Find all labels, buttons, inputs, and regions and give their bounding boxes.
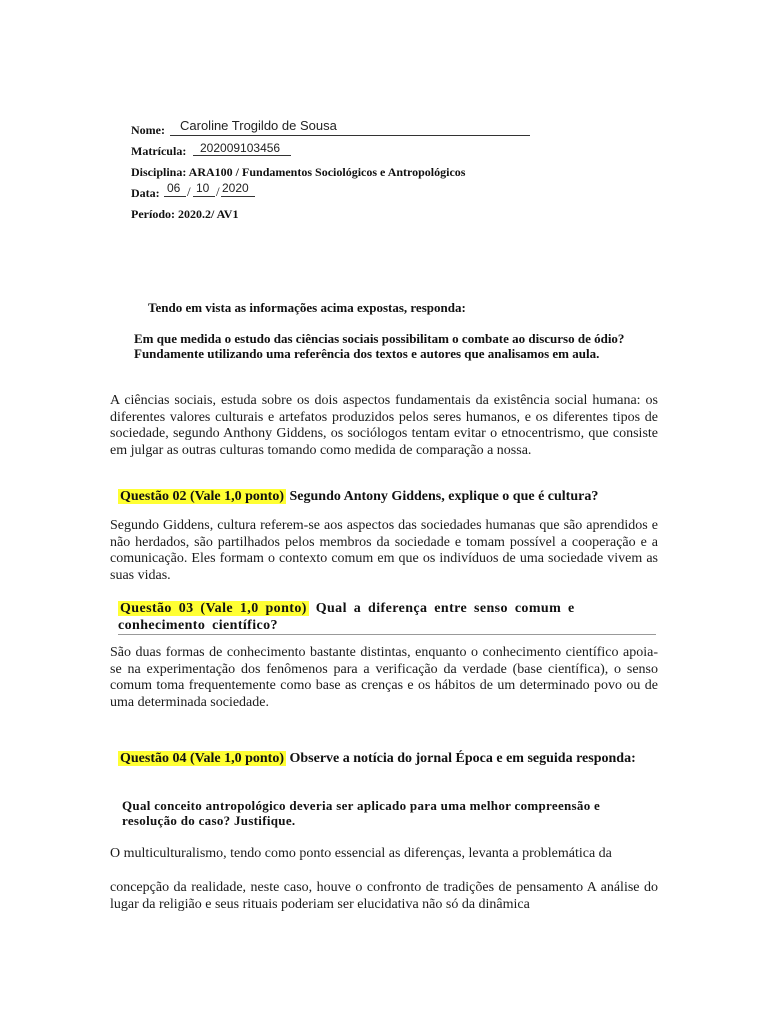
matricula-label: Matrícula: (131, 144, 187, 158)
data-month-underline (193, 196, 215, 197)
q4-answer-rest: concepção da realidade, neste caso, houve o confronto de tradições de pensamento A análise do lugar da religião e seus rituais poderiam ser elucidativa não só da dinâmica (110, 880, 658, 912)
data-slash-2: / (216, 184, 220, 199)
q2-answer: Segundo Giddens, cultura referem-se aos aspectos das sociedades humanas que são aprendidos e não herdados, são partilhados pelos membros da sociedade e tomam possível a cooperação e a comunicação. Eles formam o contexto comum em que os indivíduos de uma sociedade vivem as suas vidas. (110, 518, 658, 583)
q2-heading (118, 488, 598, 505)
data-day: 06 (167, 181, 181, 195)
q4-heading (118, 750, 636, 767)
q4-answer-line1: O multiculturalismo, tendo como ponto essencial as diferenças, levanta a problemática da (110, 846, 612, 861)
data-year-underline (221, 196, 255, 197)
q4-subquestion: Qual conceito antropológico deveria ser aplicado para uma melhor compreensão e resolução do caso? Justifique. (122, 798, 601, 828)
q3-question: Qual a diferença entre senso comum e conhecimento científico? (118, 601, 575, 633)
nome-underline (170, 135, 530, 136)
disciplina-line: Disciplina: ARA100 / Fundamentos Sociológicos e Antropológicos (131, 165, 466, 179)
q1-intro: Tendo em vista as informações acima expostas, responda: (148, 300, 466, 315)
matricula-value: 202009103456 (200, 141, 281, 155)
q4-label: Questão 04 (Vale 1,0 ponto) (120, 751, 284, 766)
q2-label: Questão 02 (Vale 1,0 ponto) (120, 489, 284, 504)
q2-question: Segundo Antony Giddens, explique o que é cultura? (286, 489, 599, 504)
data-year: 2020 (222, 181, 249, 195)
q1-question: Em que medida o estudo das ciências sociais possibilitam o combate ao discurso de ódio? Fundamente utilizando uma referência dos textos e autores que analisamos em aula. (134, 331, 625, 361)
data-label: Data: (131, 186, 160, 200)
q3-divider (118, 634, 656, 635)
q3-answer: São duas formas de conhecimento bastante distintas, enquanto o conhecimento científico apoia-se na experimentação dos fenômenos para a verificação da verdade (base científica), o senso comum toma frequentemente como base as crenças e os hábitos de um determinado povo ou de uma determinada sociedade. (110, 645, 658, 710)
q1-answer: A ciências sociais, estuda sobre os dois aspectos fundamentais da existência social humana: os diferentes valores culturais e artefatos produzidos pelos seres humanos, e os diferentes tipos de sociedade, segundo Anthony Giddens, os sociólogos tentam evitar o etnocentrismo, que consiste em julgar as outras culturas tomando como medida de comparação a nossa. (110, 393, 658, 458)
data-month: 10 (196, 181, 210, 195)
q3-heading (118, 600, 658, 634)
periodo-line: Período: 2020.2/ AV1 (131, 207, 239, 221)
data-slash-1: / (187, 184, 191, 199)
q4-question: Observe a notícia do jornal Época e em seguida responda: (286, 751, 636, 766)
q3-label: Questão 03 (Vale 1,0 ponto) (120, 601, 307, 616)
matricula-underline (193, 155, 291, 156)
nome-value: Caroline Trogildo de Sousa (180, 118, 337, 133)
data-day-underline (164, 196, 186, 197)
nome-label: Nome: (131, 123, 165, 137)
